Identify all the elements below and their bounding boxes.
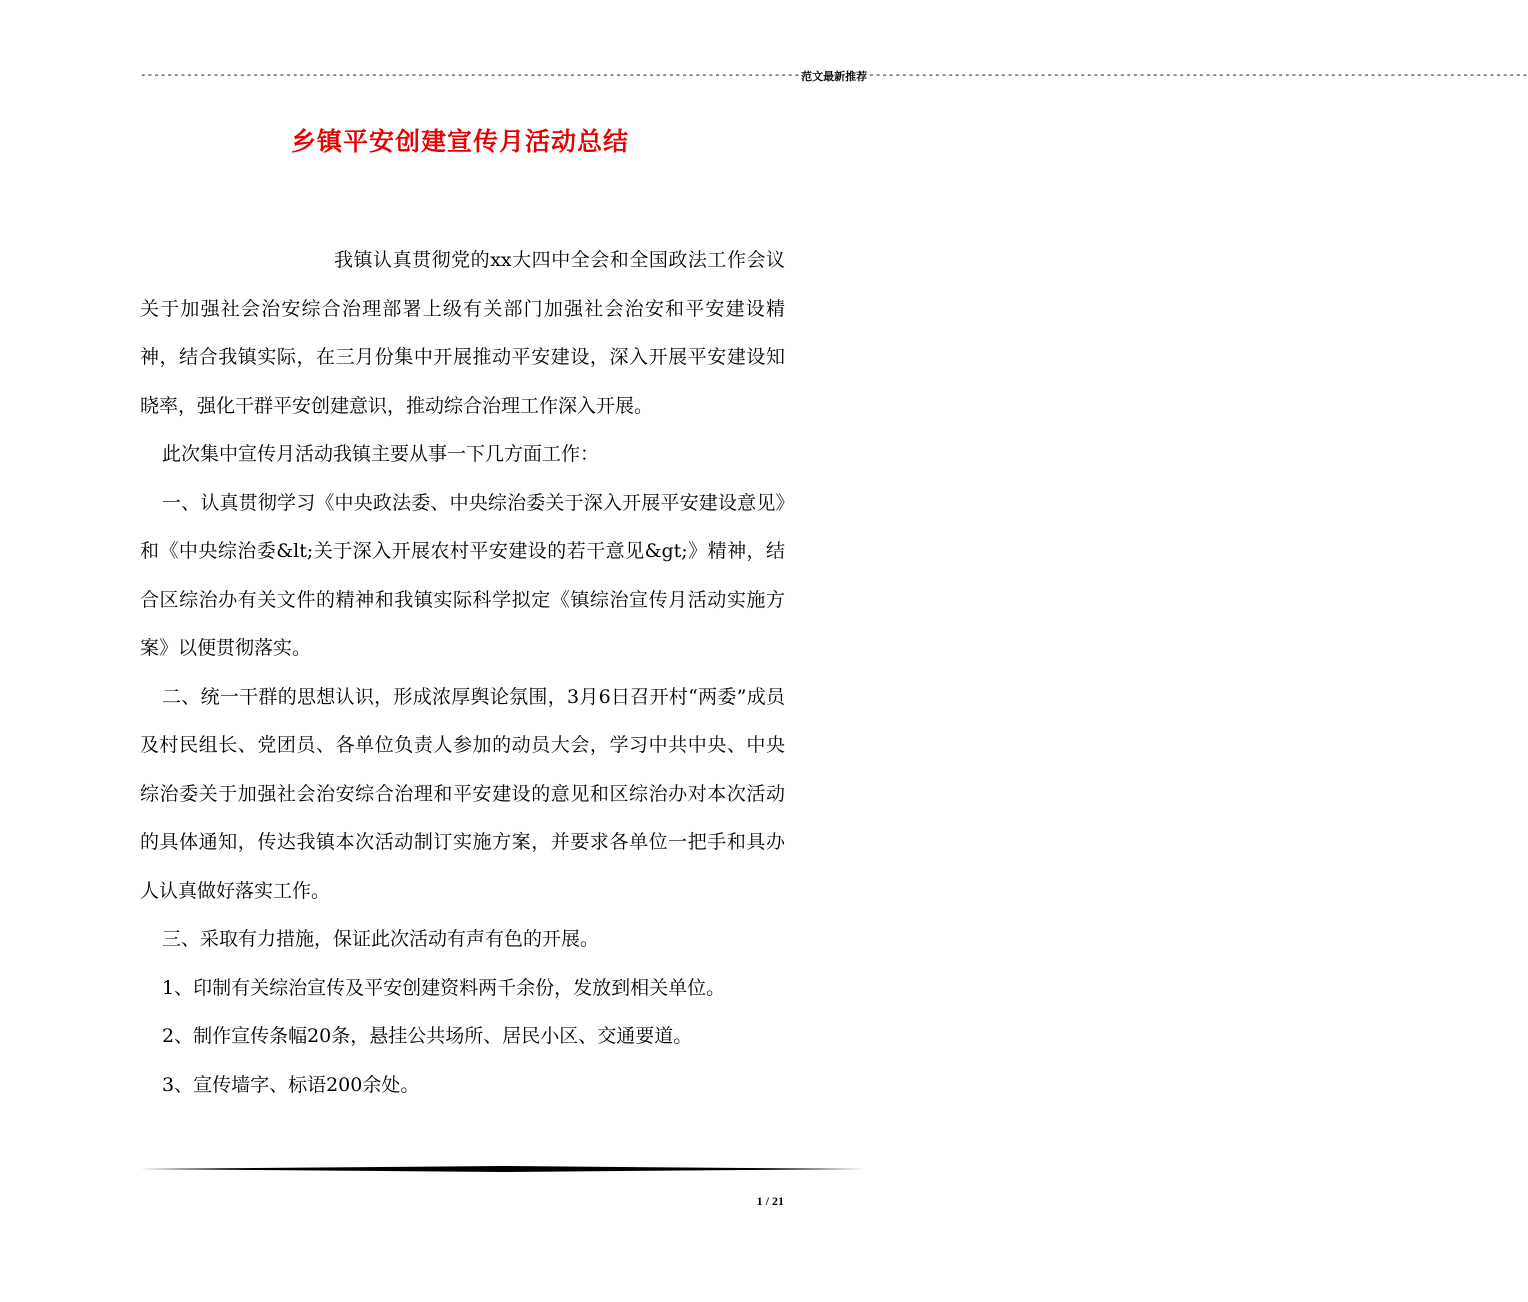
paragraph-section-2: 二、统一干群的思想认识，形成浓厚舆论氛围，3月6日召开村“两委”成员及村民组长、党团员、各单位负责人参加的动员大会，学习中共中央、中央综治委关于加强社会治安综合治理和平安建设的意见和区综治办对本次活动的具体通知，传达我镇本次活动制订实施方案，并要求各单位一把手和具办人认真做好落实工作。 (140, 685, 785, 902)
header-dashes-right: ---------------------------------------------------------------------------------------------------- (868, 70, 1528, 82)
header-label: 范文最新推荐 (801, 70, 868, 83)
page-header (140, 68, 1528, 84)
paragraph-overview: 此次集中宣传月活动我镇主要从事一下几方面工作： (162, 443, 600, 465)
paragraph-item-2: 2、制作宣传条幅20条，悬挂公共场所、居民小区、交通要道。 (162, 1025, 693, 1047)
paragraph-section-1: 一、认真贯彻学习《中央政法委、中央综治委关于深入开展平安建设意见》和《中央综治委&lt;关于深入开展农村平安建设的若干意见&gt;》精神，结合区综治办有关文件的精神和我镇实际科学拟定《镇综治宣传月活动实施方案》以便贯彻落实。 (140, 491, 785, 659)
header-dashes-left: ---------------------------------------------------------------------------------------------------- (140, 70, 801, 82)
document-title: 乡镇平安创建宣传月活动总结 (290, 127, 629, 156)
paragraph-intro: 我镇认真贯彻党的xx大四中全会和全国政法工作会议关于加强社会治安综合治理部署上级有关部门加强社会治安和平安建设精神，结合我镇实际，在三月份集中开展推动平安建设，深入开展平安建设知晓率，强化干群平安创建意识，推动综合治理工作深入开展。 (140, 249, 785, 417)
page-number: 1 / 21 (756, 1194, 784, 1208)
paragraph-section-3: 三、采取有力措施，保证此次活动有声有色的开展。 (162, 928, 600, 950)
paragraph-item-3: 3、宣传墙字、标语200余处。 (162, 1073, 420, 1096)
paragraph-item-1: 1、印制有关综治宣传及平安创建资料两千余份，发放到相关单位。 (162, 976, 726, 999)
footer-rule (140, 1166, 864, 1172)
document-body (140, 236, 785, 1109)
